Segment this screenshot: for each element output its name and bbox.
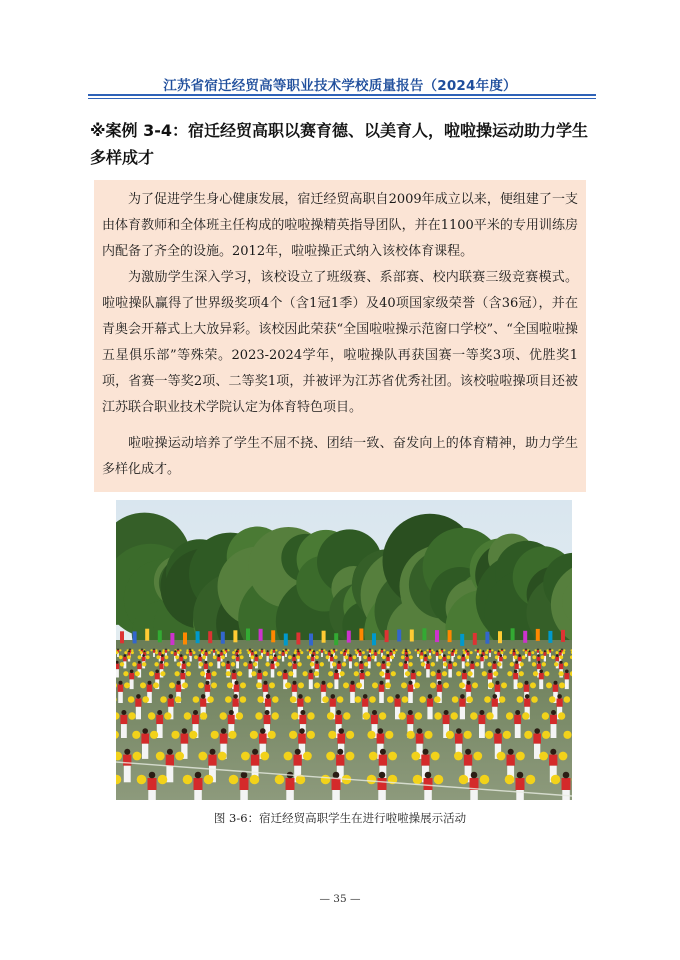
case-paragraph-3: 啦啦操运动培养了学生不屈不挠、团结一致、奋发向上的体育精神，助力学生多样化成才。: [102, 436, 578, 477]
figure-caption: 图 3-6：宿迁经贸高职学生在进行啦啦操展示活动: [213, 811, 467, 825]
cheerleading-photo: [116, 500, 572, 800]
case-paragraph-2: 为激励学生深入学习，该校设立了班级赛、系部赛、校内联赛三级竞赛模式。啦啦操队赢得了世界级奖项4个（含1冠1季）及40项国家级荣誉（含36冠），并在青奥会开幕式上大放异彩。该校因此荣获“全国啦啦操示范窗口学校”、“全国啦啦操五星俱乐部”等殊荣。2023-2024学年，啦啦操队再获国赛一等奖3项、优胜奖1项，省赛一等奖2项、二等奖1项，并被评为江苏省优秀社团。该校啦啦操项目还被江苏联合职业技术学院认定为体育特色项目。: [102, 270, 578, 415]
case-paragraph-1: 为了促进学生身心健康发展，宿迁经贸高职自2009年成立以来，便组建了一支由体育教师和全体班主任构成的啦啦操精英指导团队，并在1100平米的专用训练房内配备了齐全的设施。2012年，啦啦操正式纳入该校体育课程。: [102, 192, 578, 259]
header-rule-thick: [88, 94, 596, 96]
page-number: — 35 —: [319, 893, 361, 905]
case-heading: ※案例 3-4：宿迁经贸高职以赛育德、以美育人，啦啦操运动助力学生多样成才: [90, 121, 589, 167]
report-header-title: 江苏省宿迁经贸高等职业技术学校质量报告（2024年度）: [163, 78, 517, 94]
header-rule-thin: [88, 98, 596, 99]
